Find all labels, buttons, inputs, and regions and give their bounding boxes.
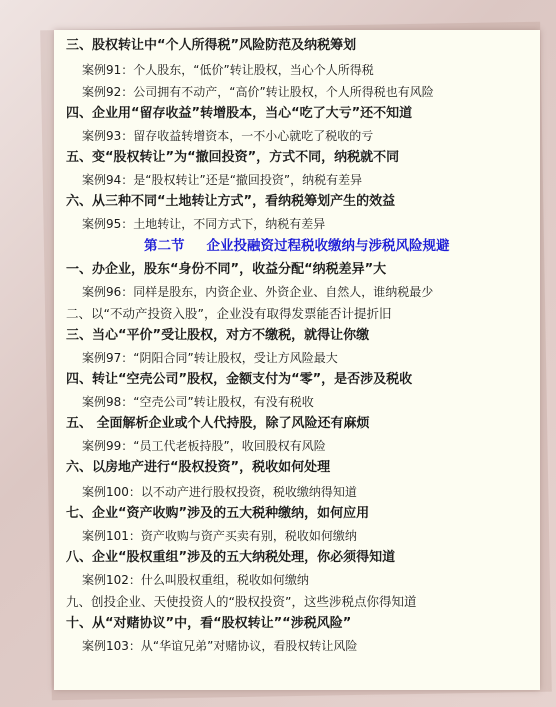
case-item: 案例102：什么叫股权重组，税收如何缴纳 <box>82 573 309 587</box>
case-item: 案例101：资产收购与资产买卖有别，税收如何缴纳 <box>82 529 357 543</box>
case-item: 案例94：是“股权转让”还是“撤回投资”，纳税有差异 <box>82 173 363 187</box>
case-item: 案例93：留存收益转增资本，一不小心就吃了税收的亏 <box>82 129 374 143</box>
case-item: 案例99：“员工代老板持股”，收回股权有风险 <box>82 439 326 453</box>
case-item: 案例97：“阴阳合同”转让股权，受让方风险最大 <box>82 351 338 365</box>
outline-heading: 三、股权转让中“个人所得税”风险防范及纳税筹划 <box>66 38 357 53</box>
case-item: 案例96：同样是股东，内资企业、外资企业、自然人，谁纳税最少 <box>82 285 434 299</box>
case-item: 案例92：公司拥有不动产，“高价”转让股权，个人所得税也有风险 <box>82 85 434 99</box>
section-label: 第二节 <box>144 238 185 254</box>
section-heading <box>144 236 450 256</box>
outline-heading: 一、办企业，股东“身份不同”，收益分配“纳税差异”大 <box>66 262 387 277</box>
outline-heading: 七、企业“资产收购”涉及的五大税种缴纳，如何应用 <box>66 506 370 521</box>
outline-heading: 六、以房地产进行“股权投资”，税收如何处理 <box>66 460 331 475</box>
outline-heading: 九、创投企业、天使投资人的“股权投资”，这些涉税点你得知道 <box>66 594 417 609</box>
outline-heading: 六、从三种不同“土地转让方式”，看纳税筹划产生的效益 <box>66 194 396 209</box>
case-item: 案例98：“空壳公司”转让股权，有没有税收 <box>82 395 314 409</box>
section-title: 企业投融资过程税收缴纳与涉税风险规避 <box>206 238 450 254</box>
case-item: 案例91：个人股东，“低价”转让股权，当心个人所得税 <box>82 63 374 77</box>
case-item: 案例95：土地转让，不同方式下，纳税有差异 <box>82 217 326 231</box>
case-item: 案例103：从“华谊兄弟”对赌协议，看股权转让风险 <box>82 639 358 653</box>
outline-heading: 五、 全面解析企业或个人代持股，除了风险还有麻烦 <box>66 416 370 431</box>
outline-heading: 五、变“股权转让”为“撤回投资”，方式不同，纳税就不同 <box>66 150 400 165</box>
outline-heading: 三、当心“平价”受让股权，对方不缴税，就得让你缴 <box>66 328 370 343</box>
document-page <box>54 30 540 690</box>
outline-heading: 二、以“不动产投资入股”，企业没有取得发票能否计提折旧 <box>66 306 392 321</box>
outline-heading: 四、企业用“留存收益”转增股本，当心“吃了大亏”还不知道 <box>66 106 413 121</box>
outline-heading: 十、从“对赌协议”中，看“股权转让”“涉税风险” <box>66 616 352 631</box>
outline-heading: 四、转让“空壳公司”股权，金额支付为“零”，是否涉及税收 <box>66 372 413 387</box>
case-item: 案例100：以不动产进行股权投资，税收缴纳得知道 <box>82 485 357 499</box>
outline-heading: 八、企业“股权重组”涉及的五大纳税处理，你必须得知道 <box>66 550 396 565</box>
